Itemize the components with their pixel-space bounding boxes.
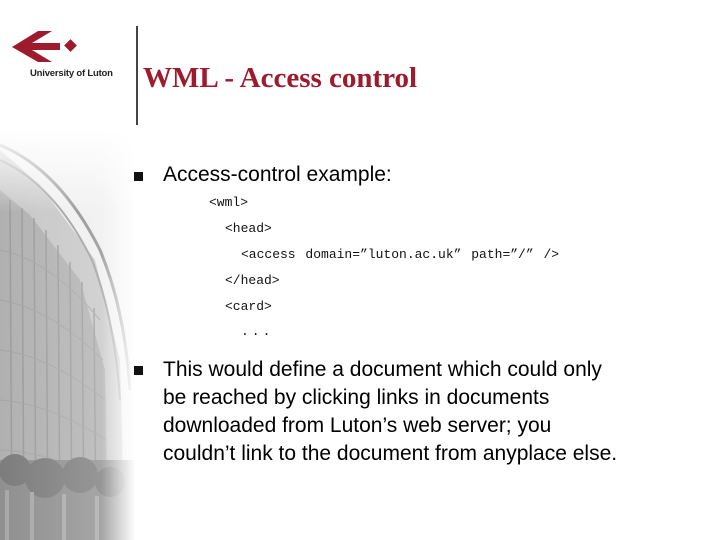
bullet-1-text: Access-control example: [163,163,392,186]
code-line-access: <access domain=”luton.ac.uk” path=”/” /> [241,247,560,262]
code-line-head: <head> [225,221,272,236]
logo-chevron-icon [8,28,98,64]
slide-title: WML - Access control [143,62,418,94]
bullet-2-text [163,356,703,468]
bullet-2-line: This would define a document which could only [163,358,602,381]
code-line-ellipsis: ... [241,324,274,339]
code-line-card: <card> [225,299,272,314]
code-line-wml: <wml> [209,195,249,210]
bullet-2-line: be reached by clicking links in documents [163,386,550,409]
bullet-marker [134,366,143,375]
logo-text: University of Luton [30,68,113,79]
background-building-image [0,130,135,540]
bullet-marker [134,172,143,181]
header-divider [136,26,138,125]
bullet-2-line: downloaded from Luton’s web server; you [163,414,552,437]
university-logo [8,28,133,88]
code-line-head-close: </head> [225,273,280,288]
bullet-2-line: couldn’t link to the document from anyplace else. [163,442,618,465]
